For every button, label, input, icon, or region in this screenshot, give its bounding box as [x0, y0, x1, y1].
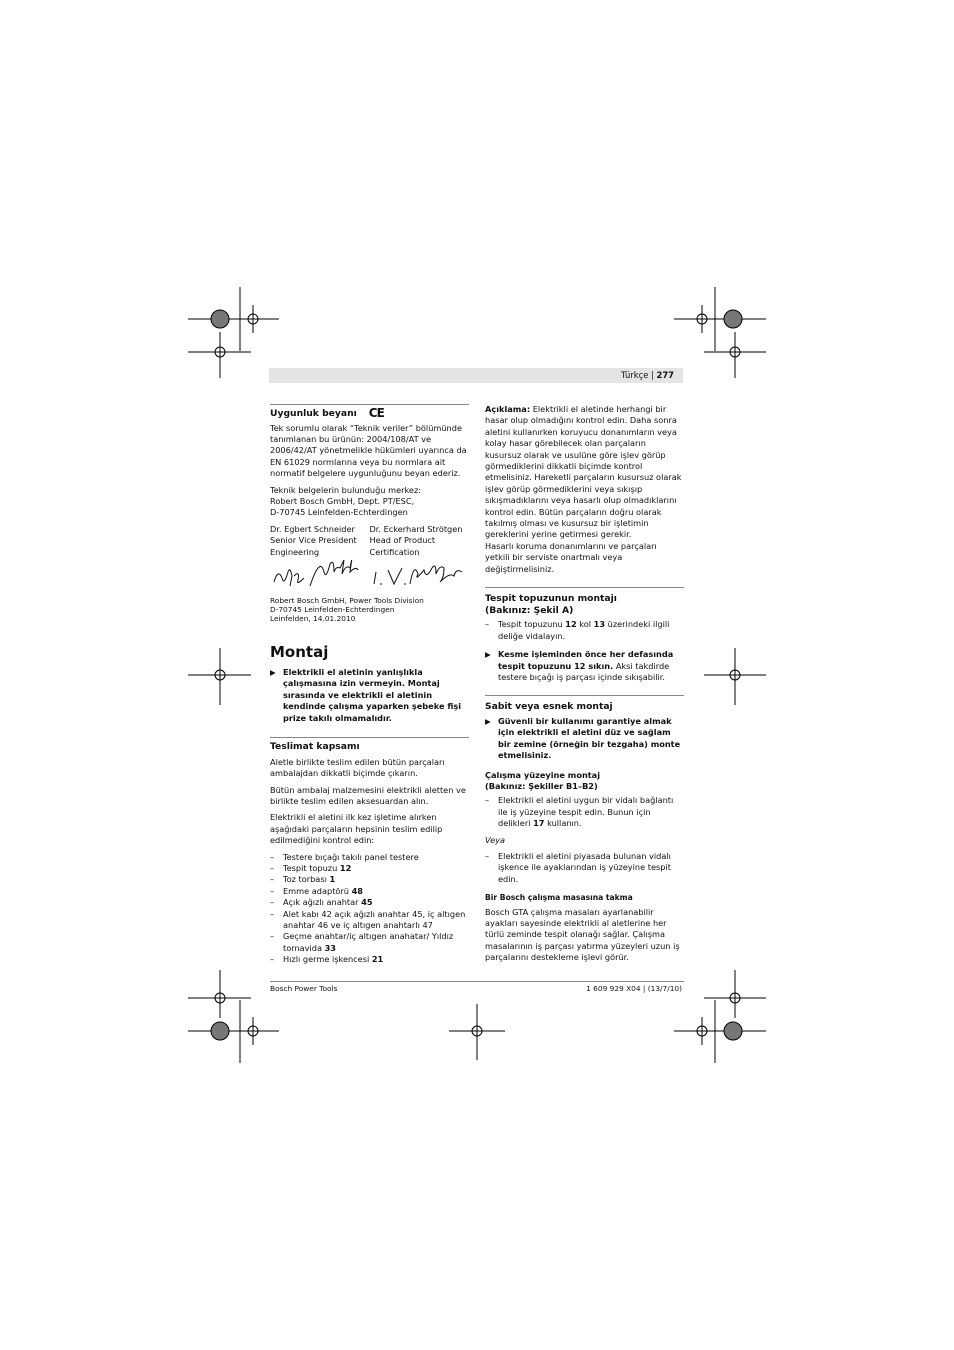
knob-list: [485, 619, 684, 642]
header-language-page: Türkçe | 277: [621, 370, 674, 380]
delivery-section: [270, 737, 469, 966]
header-language: Türkçe: [621, 370, 649, 380]
conformity-text: Tek sorumlu olarak “Teknik veriler” bölümünde tanımlanan bu ürünün: 2004/108/AT ve 2006/42/AT yönetmelikle hükümleri uyarınca da EN 61029 normlarına veya bu normlara ait normatif belgelere uygunluğunu beyan ederiz.: [270, 422, 467, 479]
left-column: [270, 404, 469, 971]
knob-heading: Tespit topuzunun montajı (Bakınız: Şekil A): [485, 593, 617, 616]
knob-warning: ▶ Kesme işleminden önce her defasında tespit topuzunu 12 sıkın. Aksi takdirde testere bıçağı iş parçası içinde sıkışabilir.: [485, 649, 674, 682]
montaj-warning: ▶ Elektrikli el aletinin yanlışlıkla çalışmasına izin vermeyin. Montaj sırasında ve elektrikli el aletinin kendinde çalışma yaparken şebeke fişi prize takılı olmamalıdır.: [270, 667, 462, 723]
list-item: – Toz torbası 1: [270, 874, 469, 885]
delivery-text-3: Elektrikli el aletini ilk kez işletime alırken aşağıdaki parçaların hepsinin teslim edilip edilmediğini kontrol edin:: [270, 812, 443, 846]
note-text-2: Hasarlı koruma donanımlarını ve parçaları yetkili bir serviste onartmalı veya değiştirmelisiniz.: [485, 540, 657, 574]
right-column: [485, 404, 684, 969]
list-item: – Hızlı germe işkencesi 21: [270, 954, 469, 965]
worksurface-heading: Çalışma yüzeyine montaj (Bakınız: Şekiller B1–B2): [485, 769, 601, 791]
signatories: [270, 524, 469, 558]
list-item: – Alet kabı 42 açık ağızlı anahtar 45, iç altıgen anahtar 46 ve iç altıgen anahtarlı 47: [270, 909, 469, 932]
arrow-bullet-icon: ▶: [485, 716, 491, 726]
signatures-image: [270, 560, 470, 594]
delivery-text-1: Aletle birlikte teslim edilen bütün parçaları ambalajdan dikkatli biçimde çıkarın.: [270, 756, 445, 779]
montaj-heading: Montaj: [270, 643, 329, 662]
knob-section: [485, 587, 684, 683]
fixed-warning: ▶ Güvenli bir kullanımı garantiye almak için elektrikli el aletini düz ve sağlam bir zemine (örneğin bir tezgaha) monte etmelisiniz.: [485, 715, 681, 761]
list-item: – Tespit topuzu 12: [270, 863, 469, 874]
list-item: – Emme adaptörü 48: [270, 886, 469, 897]
or-text: Veya: [485, 834, 506, 845]
address-block: Robert Bosch GmbH, Power Tools Division D-70745 Leinfelden-Echterdingen Leinfelden, 14.01.2010: [270, 596, 424, 624]
arrow-bullet-icon: ▶: [270, 668, 276, 678]
list-item: – Elektrikli el aletini uygun bir vidalı bağlantı ile iş yüzeyine tespit edin. Bunun için delikleri 17 kullanın.: [485, 795, 684, 829]
page-header: [269, 368, 683, 383]
list-item: – Testere bıçağı takılı panel testere: [270, 852, 469, 863]
list-item: – Geçme anahtar/iç altıgen anahatar/ Yıldız tornavida 33: [270, 931, 469, 954]
page-footer: [270, 981, 684, 993]
note-text: Açıklama: Elektrikli el aletinde herhangi bir hasar olup olmadığını kontrol edin. Daha sonra aletini kullanırken koruyucu donanımların veya kolay hasar görebilecek olan parçaların kusursuz olarak ve usulüne göre işlev görüp görmediklerini dikkatli biçimde kontrol etmelisiniz. Hareketli parçaların kusursuz olarak işlev görüp görmediklerini veya sıkışıp sıkışmadıklarını veya hasarlı olup olmadıklarını kontrol edin. Bütün parçaların doğru olarak takılmış olması ve kusursuz bir işletimin gereklerini yerine getirmesi gerekir.: [485, 404, 682, 540]
signatory-1: Dr. Egbert Schneider Senior Vice President Engineering: [270, 523, 357, 557]
page-number: 277: [656, 370, 674, 380]
ce-mark: CE: [368, 406, 384, 420]
worksurface-list-2: [485, 851, 684, 885]
delivery-list: [270, 852, 469, 966]
tech-docs-text: Teknik belgelerin bulunduğu merkez: Robert Bosch GmbH, Dept. PT/ESC, D-70745 Leinfelden-Echterdingen: [270, 484, 422, 518]
arrow-bullet-icon: ▶: [485, 650, 491, 660]
signatory-2: Dr. Eckerhard Strötgen Head of Product Certification: [369, 523, 463, 557]
list-item: – Elektrikli el aletini piyasada bulunan vidalı işkence ile ayaklarından iş yüzeyine tespit edin.: [485, 851, 684, 885]
fixed-section: [485, 695, 684, 963]
conformity-section: [270, 404, 469, 623]
worksurface-list-1: [485, 795, 684, 829]
footer-left: Bosch Power Tools: [270, 984, 338, 993]
list-item: – Tespit topuzunu 12 kol 13 üzerindeki ilgili deliğe vidalayın.: [485, 619, 684, 642]
conformity-heading: Uygunluk beyanı CE: [270, 406, 384, 420]
delivery-text-2: Bütün ambalaj malzemesini elektrikli aletten ve birlikte teslim edilen aksesuardan alın.: [270, 784, 466, 806]
list-item: – Açık ağızlı anahtar 45: [270, 897, 469, 908]
worktable-heading: Bir Bosch çalışma masasına takma: [485, 893, 633, 903]
delivery-heading: Teslimat kapsamı: [270, 741, 360, 753]
worktable-text: Bosch GTA çalışma masaları ayarlanabilir ayakları sayesinde elektrikli al aletlerine her türlü zeminde tespit olanağı sağlar. Çalışma masalarının iş parçası yatırma yüzeyleri uzun iş parçalarını destekleme işlevi görür.: [485, 906, 680, 963]
fixed-heading: Sabit veya esnek montaj: [485, 701, 613, 713]
footer-right: 1 609 929 X04 | (13/7/10): [586, 984, 682, 993]
